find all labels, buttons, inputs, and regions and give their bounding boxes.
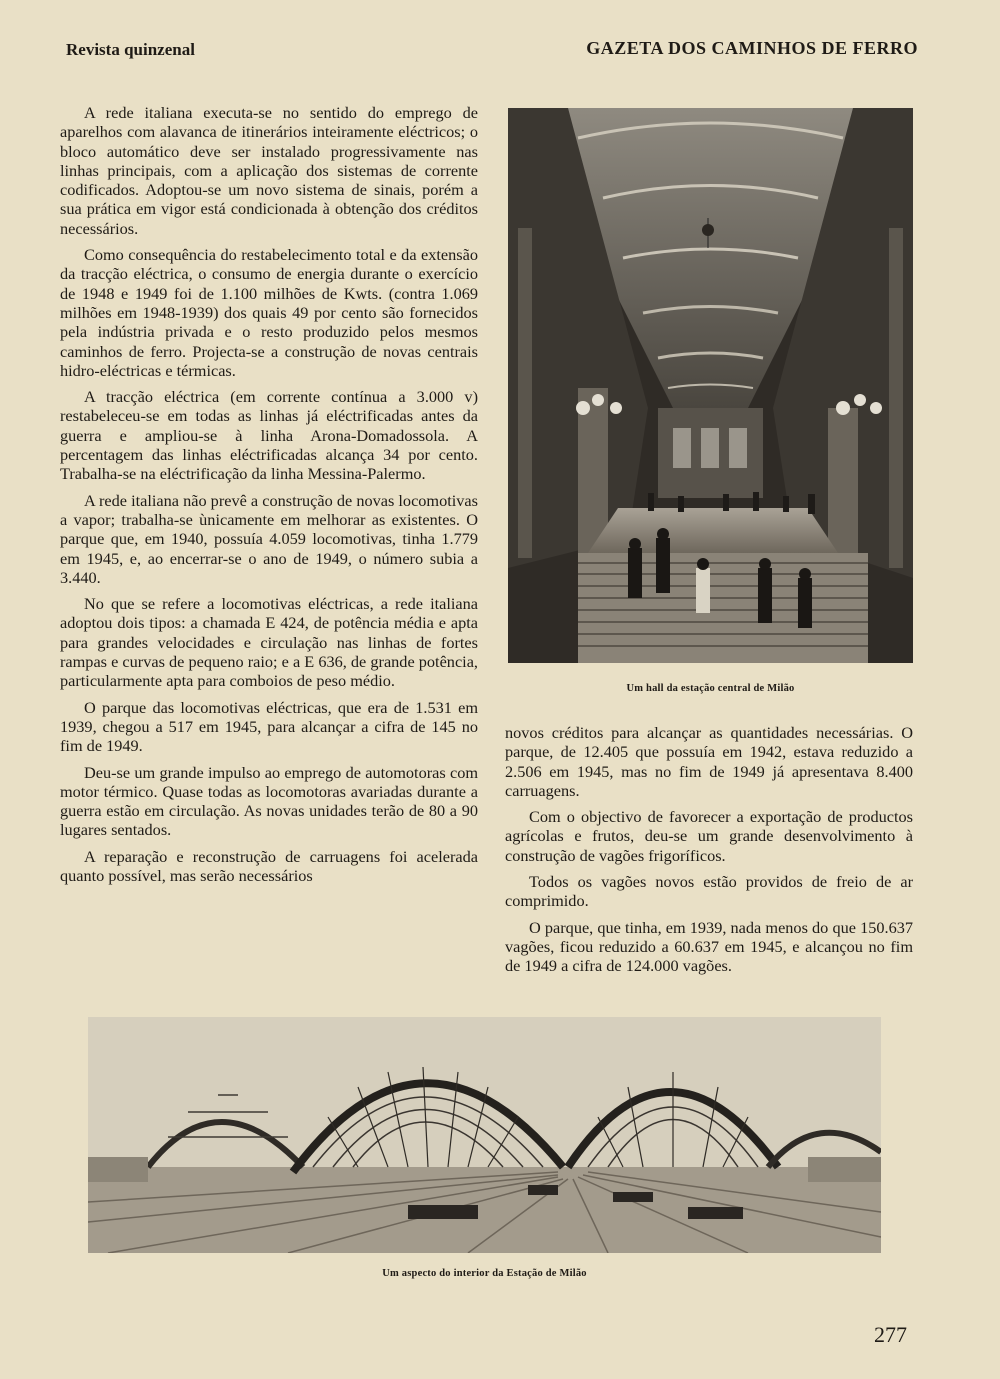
paragraph: Com o objectivo de favorecer a exportação de productos agrícolas e frutos, deu-se um grande desenvolvimento à construção de vagões frigoríficos. [505, 807, 913, 865]
station-hall-photo [508, 108, 913, 663]
paragraph: Todos os vagões novos estão providos de freio de ar comprimido. [505, 872, 913, 911]
top-photo-caption: Um hall da estação central de Milão [626, 683, 795, 694]
paragraph: novos créditos para alcançar as quantidades necessárias. O parque, de 12.405 que possuía em 1942, estava reduzido a 2.506 em 1945, mas no fim de 1949 já apresentava 8.400 carruagens. [505, 723, 913, 800]
bottom-photo-caption: Um aspecto do interior da Estação de Milão [382, 1268, 587, 1279]
paragraph: A reparação e reconstrução de carruagens foi acelerada quanto possível, mas serão necessários [60, 846, 478, 885]
right-text-column [505, 723, 913, 983]
page-number: 277 [874, 1322, 907, 1347]
running-header-right: GAZETA DOS CAMINHOS DE FERRO [586, 38, 918, 58]
paragraph: A tracção eléctrica (em corrente contínua a 3.000 v) restabeleceu-se em todas as linhas já eléctrificadas antes da guerra e ampliou-se à linha Arona-Domadossola. A percentagem das linhas eléctrificadas alcança 34 por cento. Trabalha-se na eléctrificação da linha Messina-Palermo. [60, 387, 478, 484]
paragraph: A rede italiana não prevê a construção de novas locomotivas a vapor; trabalha-se ùnicamente em melhorar as existentes. O parque que, em 1940, possuía 4.059 locomotivas, tinha 1.779 em 1945, e, ao encerrar-se o ano de 1949, o número subia a 3.440. [60, 490, 478, 587]
paragraph: A rede italiana executa-se no sentido do emprego de aparelhos com alavanca de itinerários inteiramente eléctricos; o bloco automático deve ser instalado progressivamente nas linhas principais, com a aplicação dos sistemas de corrente codificados. Adoptou-se um novo sistema de sinais, porém a sua prática em vigor está condicionada à obtenção dos créditos necessários. [60, 103, 478, 238]
paragraph: No que se refere a locomotivas eléctricas, a rede italiana adoptou dois tipos: a chamada E 424, de potência média e apta para grandes velocidades e circulação nas linhas de fortes rampas e curvas de pequeno raio; e a E 636, de grande potência, particularmente apta para comboios de peso médio. [60, 594, 478, 691]
station-interior-photo [88, 1017, 881, 1253]
paragraph: O parque, que tinha, em 1939, nada menos do que 150.637 vagões, ficou reduzido a 60.637 em 1945, e alcançou no fim de 1949 a cifra de 124.000 vagões. [505, 917, 913, 976]
paragraph: Como consequência do restabelecimento total e da extensão da tracção eléctrica, o consumo de energia durante o exercício de 1948 e 1949 foi de 1.100 milhões de Kwts. (contra 1.069 milhões em 1948-1939) dos quais 49 por cento são fornecidos pela indústria privada e o resto produzido pelos mesmos caminhos de ferro. Projecta-se a construção de novas centrais hidro-eléctricas e térmicas. [60, 245, 478, 380]
paragraph: O parque das locomotivas eléctricas, que era de 1.531 em 1939, chegou a 517 em 1945, para alcançar a cifra de 145 no fim de 1949. [60, 697, 478, 756]
running-header-left: Revista quinzenal [66, 40, 195, 59]
paragraph: Deu-se um grande impulso ao emprego de automotoras com motor térmico. Quase todas as locomotoras avariadas durante a guerra estão em circulação. As novas unidades terão de 80 a 90 lugares sentados. [60, 762, 478, 840]
left-text-column [60, 103, 478, 892]
